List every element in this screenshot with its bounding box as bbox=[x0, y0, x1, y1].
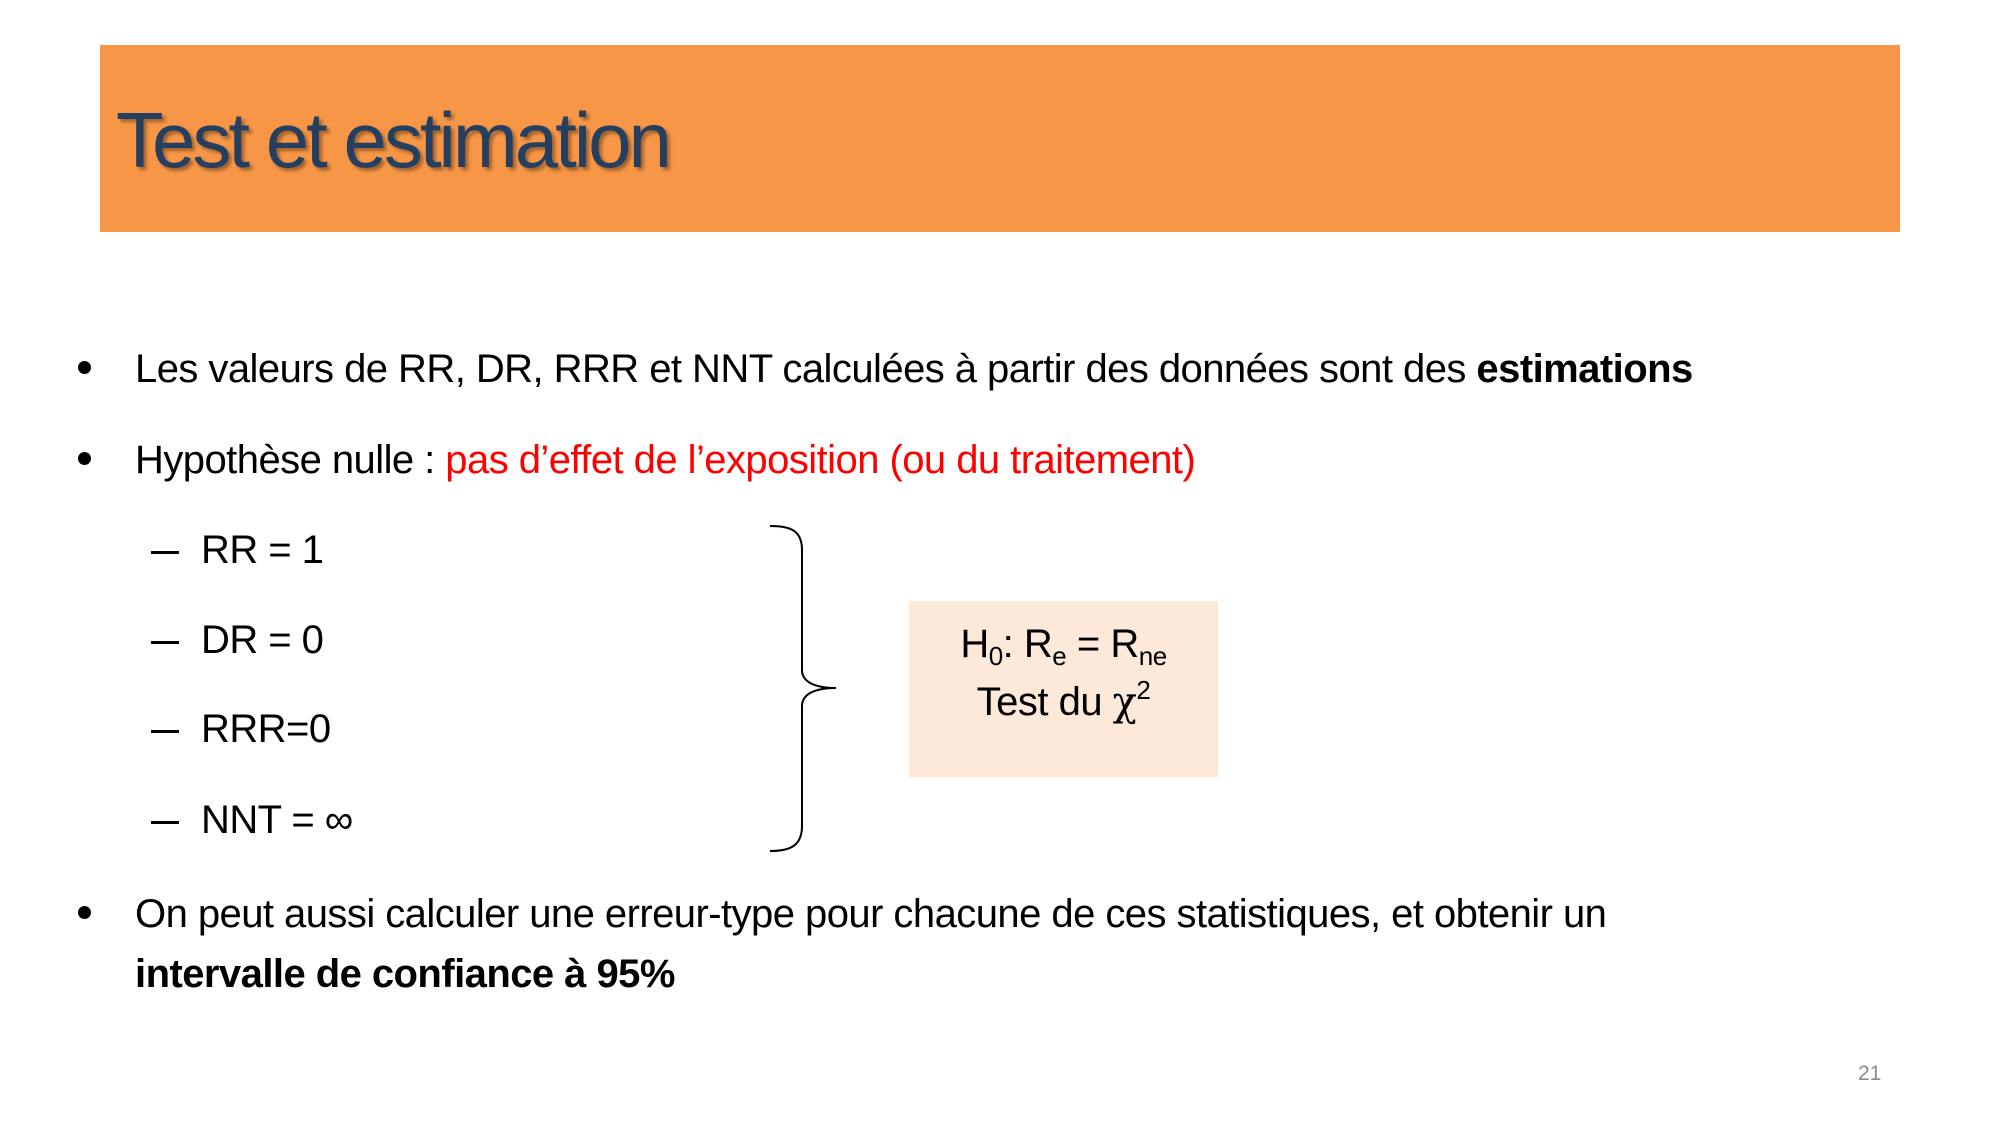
page-number: 21 bbox=[1858, 1062, 1882, 1085]
bullet-dot-icon bbox=[78, 452, 91, 465]
bullet-confidence-interval bbox=[135, 890, 1606, 938]
dash-icon bbox=[151, 821, 179, 824]
sub-item-nnt: NNT = ∞ bbox=[201, 798, 353, 842]
bullet-text: Les valeurs de RR, DR, RRR et NNT calculées à partir des données sont des bbox=[135, 347, 1477, 391]
sub-item-dr: DR = 0 bbox=[201, 618, 324, 662]
sub-item-rr: RR = 1 bbox=[201, 528, 324, 572]
bullet-dot-icon bbox=[78, 361, 91, 374]
dash-icon bbox=[151, 551, 179, 554]
right-curly-brace-icon bbox=[760, 520, 850, 860]
chi-square-test-label bbox=[909, 673, 1218, 731]
slide-title: Test et estimation bbox=[116, 96, 669, 184]
bullet-bold-term: intervalle de confiance à 95% bbox=[135, 952, 675, 996]
bullet-null-hypothesis bbox=[135, 436, 1195, 484]
dash-icon bbox=[151, 641, 179, 644]
formula-re-subscript: e bbox=[1052, 641, 1067, 671]
null-hypothesis-formula bbox=[909, 615, 1218, 673]
bullet-text: On peut aussi calculer une erreur-type pour chacune de ces statistiques, et obtenir un bbox=[135, 892, 1607, 936]
null-hypothesis-red-text: pas d’effet de l’exposition (ou du traitement) bbox=[445, 438, 1196, 482]
formula-rne: = R bbox=[1066, 622, 1139, 666]
chi-superscript: 2 bbox=[1136, 675, 1151, 705]
formula-rne-subscript: ne bbox=[1138, 641, 1167, 671]
formula-h-subscript: 0 bbox=[988, 641, 1003, 671]
bullet-bold-term: estimations bbox=[1476, 347, 1693, 391]
chi-symbol: χ bbox=[1112, 679, 1137, 725]
formula-re: : R bbox=[1002, 622, 1053, 666]
sub-item-rrr: RRR=0 bbox=[201, 707, 331, 751]
dash-icon bbox=[151, 730, 179, 733]
bullet-confidence-interval-line2 bbox=[135, 950, 675, 998]
bullet-dot-icon bbox=[78, 906, 91, 919]
hypothesis-box bbox=[909, 601, 1218, 777]
test-label: Test du bbox=[976, 680, 1113, 724]
bullet-text: Hypothèse nulle : bbox=[135, 438, 446, 482]
formula-h: H bbox=[960, 622, 989, 666]
bullet-estimations bbox=[135, 345, 1693, 393]
